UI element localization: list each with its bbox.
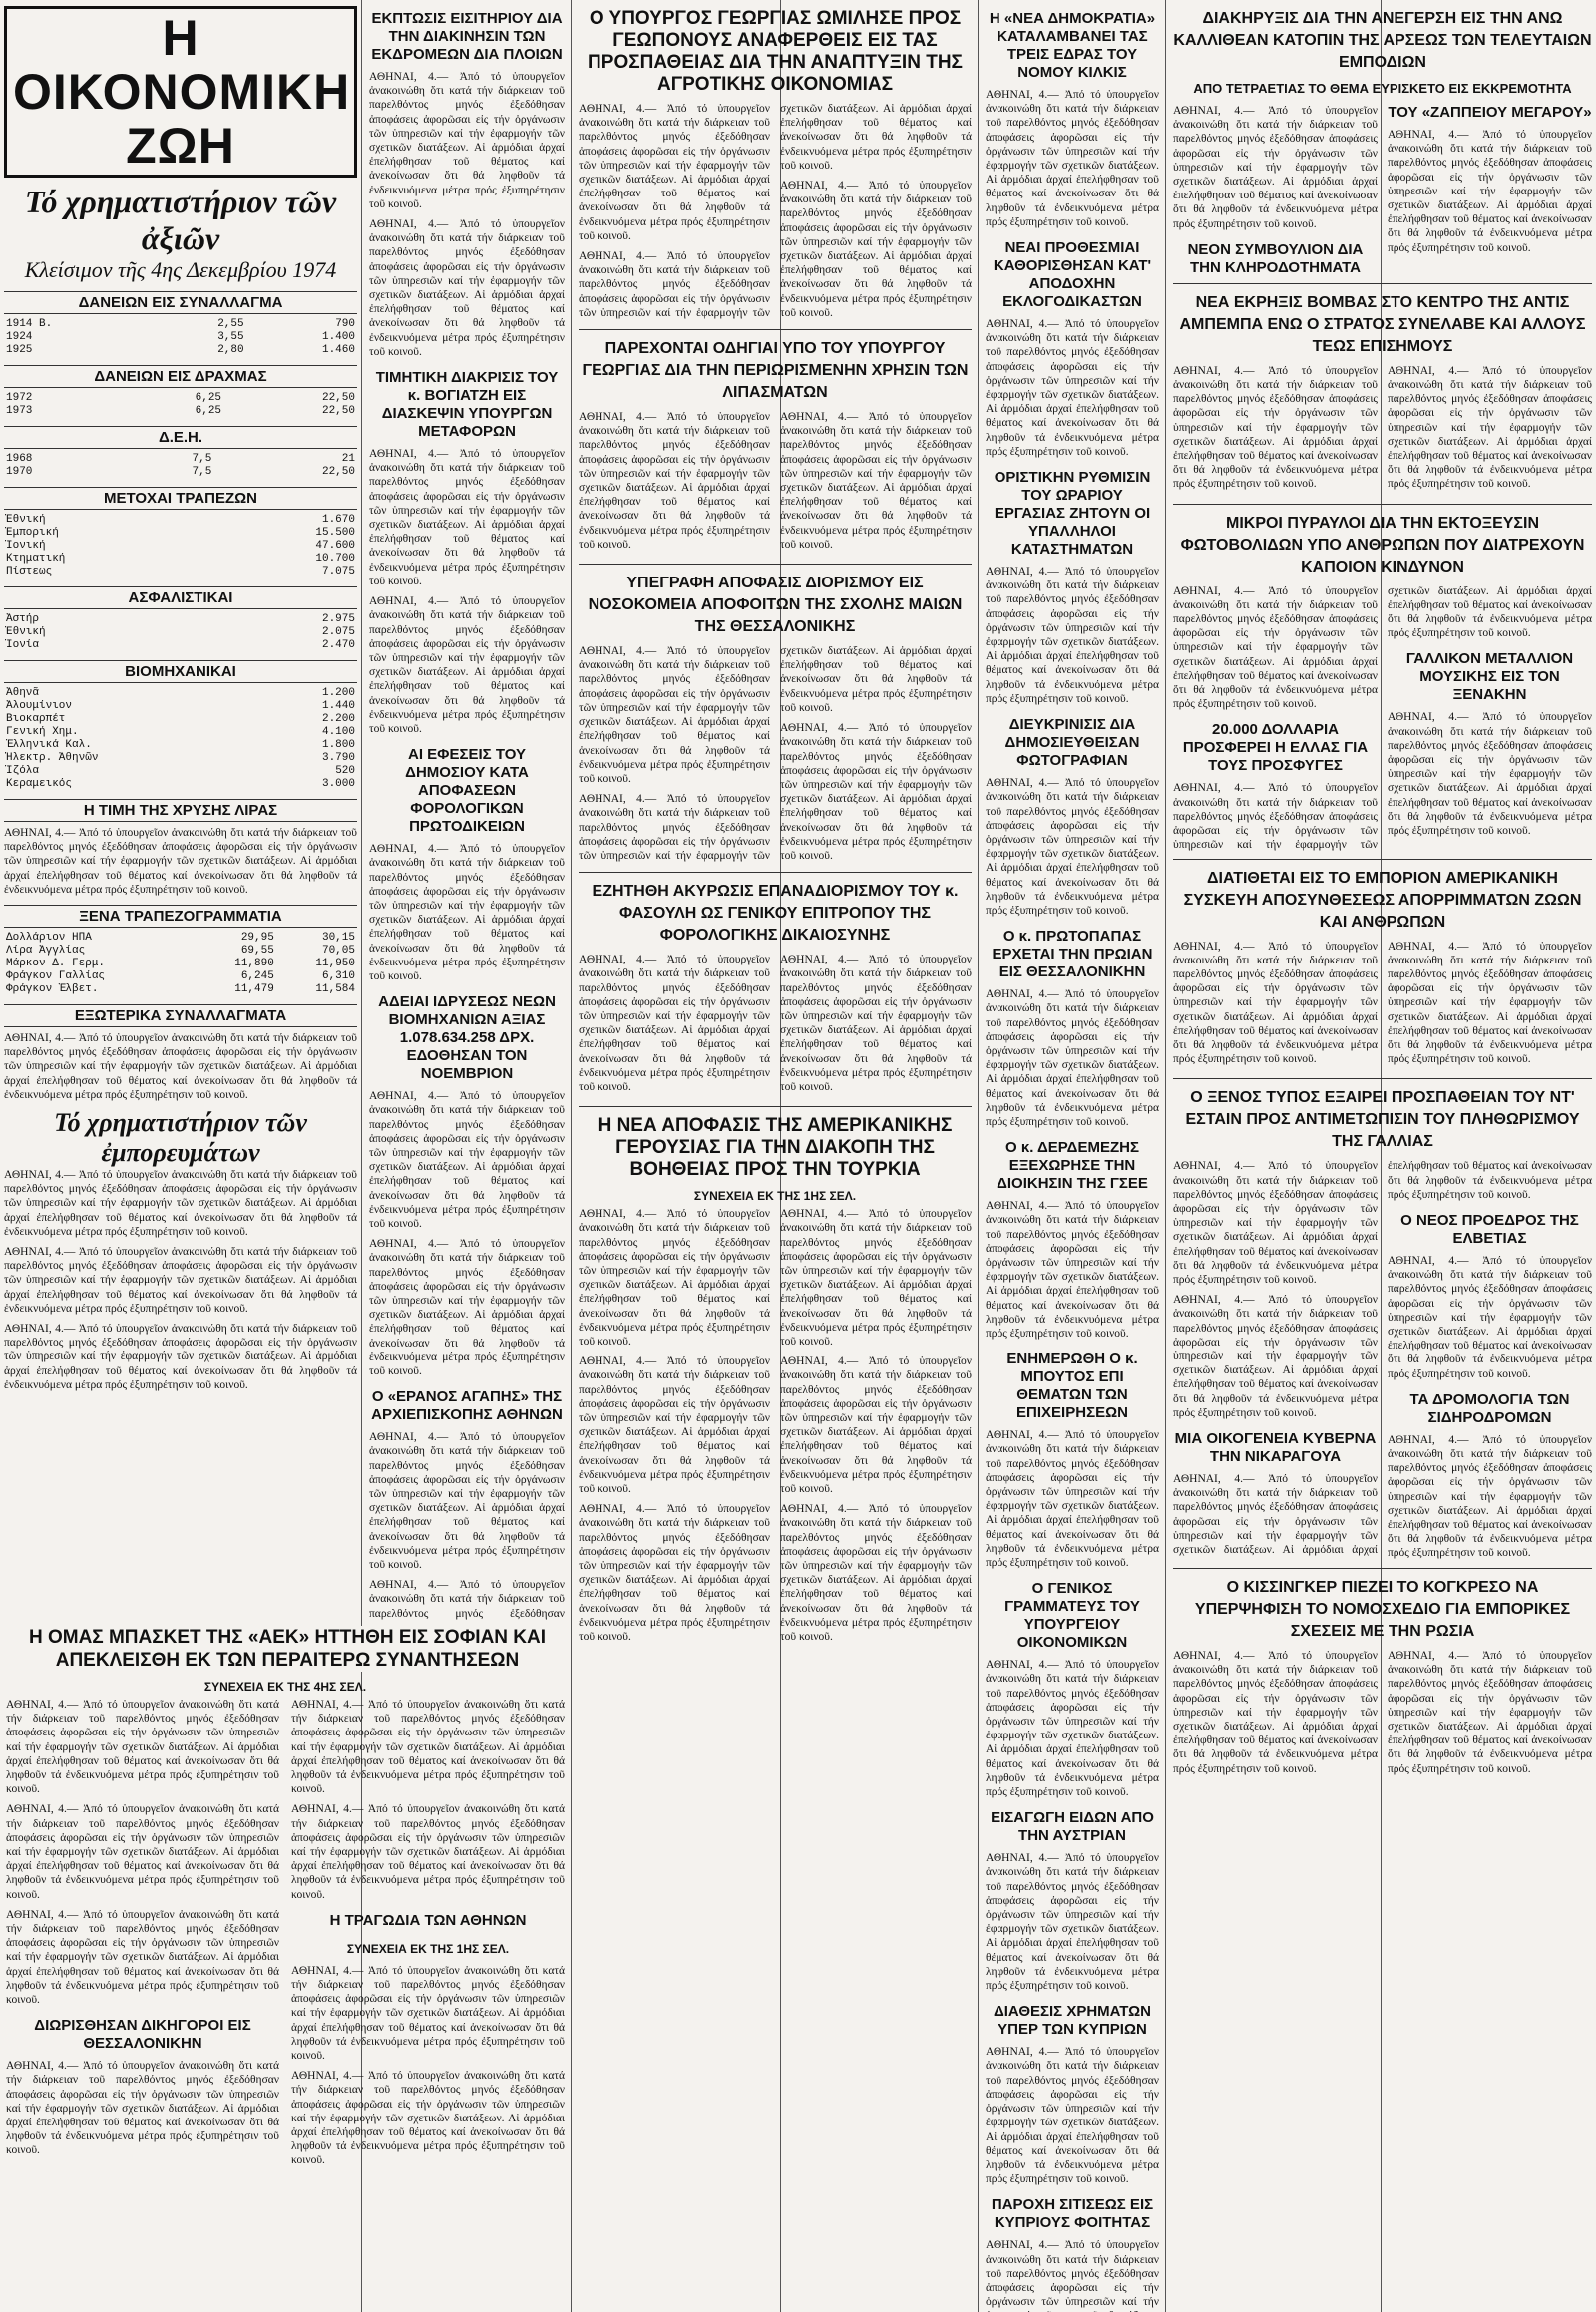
table-cell: 21	[341, 453, 355, 465]
article-text: ΑΘΗΝΑΙ, 4.— Ἀπό τό ὑπουργεῖον ἀνακοινώθη ὅτι κατά τήν διάρκειαν τοῦ παρελθόντος μηνός ἐξεδόθησαν ἀποφάσεις ἀφορῶσαι εἰς τήν ὀργάνωσιν τῶν ὑπηρεσιῶν καί τήν ἐφαρμογήν τῶν σχετικῶν διατάξεων. Αἱ ἀρμόδιαι ἀρχαί ἐπελήφθησαν τοῦ θέματος καί ἀνεκοίνωσαν ὅτι θά ληφθοῦν τά ἐνδεικνυόμενα μέτρα πρός ἐξυπηρέτησιν τοῦ κοινοῦ.	[1388, 1433, 1592, 1560]
article-text: ΑΘΗΝΑΙ, 4.— Ἀπό τό ὑπουργεῖον ἀνακοινώθη ὅτι κατά τήν διάρκειαν τοῦ παρελθόντος μηνός ἐξεδόθησαν ἀποφάσεις ἀφορῶσαι εἰς τήν ὀργάνωσιν τῶν ὑπηρεσιῶν καί τήν ἐφαρμογήν τῶν σχετικῶν διατάξεων. Αἱ ἀρμόδιαι ἀρχαί ἐπελήφθησαν τοῦ θέματος καί ἀνεκοίνωσαν ὅτι θά ληφθοῦν τά ἐνδεικνυόμενα μέτρα πρός ἐξυπηρέτησιν τοῦ κοινοῦ.	[291, 1699, 565, 1796]
table-cell: 11,950	[315, 958, 355, 970]
missile-headline: ΜΙΚΡΟΙ ΠΥΡΑΥΛΟΙ ΔΙΑ ΤΗΝ ΕΚΤΟΞΕΥΣΙΝ ΦΩΤΟΒΟΛΙΔΩΝ ΥΠΟ ΑΝΘΡΩΠΩΝ ΠΟΥ ΔΙΑΤΡΕΧΟΥΝ ΚΑΠΟΙΟΝ ΚΙΝΔΥΝΟΝ	[1180, 514, 1585, 576]
article-text: ΑΘΗΝΑΙ, 4.— Ἀπό τό ὑπουργεῖον ἀνακοινώθη ὅτι κατά τήν διάρκειαν τοῦ παρελθόντος μηνός ἐξεδόθησαν ἀποφάσεις ἀφορῶσαι εἰς τήν ὀργάνωσιν τῶν ὑπηρεσιῶν καί τήν ἐφαρμογήν τῶν σχετικῶν διατάξεων. Αἱ ἀρμόδιαι ἀρχαί ἐπελήφθησαν τοῦ θέματος καί ἀνεκοίνωσαν ὅτι θά ληφθοῦν τά ἐνδεικνυόμενα μέτρα πρός ἐξυπηρέτησιν τοῦ κοινοῦ.	[780, 180, 972, 319]
table-row	[4, 405, 357, 418]
foreign-text: ΑΘΗΝΑΙ, 4.— Ἀπό τό ὑπουργεῖον ἀνακοινώθη ὅτι κατά τήν διάρκειαν τοῦ παρελθόντος μηνός ἐξεδόθησαν ἀποφάσεις ἀφορῶσαι εἰς τήν ὀργάνωσιν τῶν ὑπηρεσιῶν καί τήν ἐφαρμογήν τῶν σχετικῶν διατάξεων. Αἱ ἀρμόδιαι ἀρχαί ἐπελήφθησαν τοῦ θέματος καί ἀνεκοίνωσαν ὅτι θά ληφθοῦν τά ἐνδεικνυόμενα μέτρα πρός ἐξυπηρέτησιν τοῦ κοινοῦ.	[4, 1032, 357, 1101]
table-cell: Πίστεως	[6, 566, 53, 578]
article-text: ΑΘΗΝΑΙ, 4.— Ἀπό τό ὑπουργεῖον ἀνακοινώθη ὅτι κατά τήν διάρκειαν τοῦ παρελθόντος μηνός ἐξεδόθησαν ἀποφάσεις ἀφορῶσαι εἰς τήν ὀργάνωσιν τῶν ὑπηρεσιῶν καί τήν ἐφαρμογήν τῶν σχετικῶν διατάξεων. Αἱ ἀρμόδιαι ἀρχαί ἐπελήφθησαν τοῦ θέματος καί ἀνεκοίνωσαν ὅτι θά ληφθοῦν τά ἐνδεικνυόμενα μέτρα πρός ἐξυπηρέτησιν τοῦ κοινοῦ.	[1173, 584, 1378, 711]
table-cell: Ἐθνική	[6, 514, 46, 526]
table-cell	[251, 739, 261, 752]
table-cell: 2.975	[321, 613, 355, 625]
table-cell	[251, 713, 261, 726]
table-cell: 1.200	[321, 687, 355, 699]
table-row	[4, 566, 357, 578]
article-text: ΑΘΗΝΑΙ, 4.— Ἀπό τό ὑπουργεῖον ἀνακοινώθη ὅτι κατά τήν διάρκειαν τοῦ παρελθόντος μηνός ἐξεδόθησαν ἀποφάσεις ἀφορῶσαι εἰς τήν ὀργάνωσιν τῶν ὑπηρεσιῶν καί τήν ἐφαρμογήν τῶν σχετικῶν διατάξεων. Αἱ ἀρμόδιαι ἀρχαί ἐπελήφθησαν τοῦ θέματος καί ἀνεκοίνωσαν ὅτι θά ληφθοῦν τά ἐνδεικνυόμενα μέτρα πρός ἐξυπηρέτησιν τοῦ κοινοῦ.	[579, 1208, 770, 1348]
table-cell	[251, 778, 261, 791]
swiss-headline: Ο ΝΕΟΣ ΠΡΟΕΔΡΟΣ ΤΗΣ ΕΛΒΕΤΙΑΣ	[1400, 1211, 1579, 1247]
table-row	[4, 344, 357, 357]
table-cell: Ἰονική	[6, 540, 46, 552]
article-text: ΑΘΗΝΑΙ, 4.— Ἀπό τό ὑπουργεῖον ἀνακοινώθη ὅτι κατά τήν διάρκειαν τοῦ παρελθόντος μηνός ἐξεδόθησαν ἀποφάσεις ἀφορῶσαι εἰς τήν ὀργάνωσιν τῶν ὑπηρεσιῶν καί τήν ἐφαρμογήν τῶν σχετικῶν διατάξεων. Αἱ ἀρμόδιαι ἀρχαί ἐπελήφθησαν τοῦ θέματος καί ἀνεκοίνωσαν ὅτι θά ληφθοῦν τά ἐνδεικνυόμενα μέτρα πρός ἐξυπηρέτησιν τοῦ κοινοῦ.	[369, 1090, 565, 1230]
table-cell: 11,479	[234, 983, 274, 996]
table-row	[4, 331, 357, 344]
tax-headline: ΕΖΗΤΗΘΗ ΑΚΥΡΩΣΙΣ ΕΠΑΝΑΔΙΟΡΙΣΜΟΥ ΤΟΥ κ. ΦΑΣΟΥΛΗ ΩΣ ΓΕΝΙΚΟΥ ΕΠΙΤΡΟΠΟΥ ΤΗΣ ΦΟΡΟΛΟΓΙΚΗΣ ΔΙΚΑΙΟΣΥΝΗΣ	[592, 883, 959, 945]
article-text: ΑΘΗΝΑΙ, 4.— Ἀπό τό ὑπουργεῖον ἀνακοινώθη ὅτι κατά τήν διάρκειαν τοῦ παρελθόντος μηνός ἐξεδόθησαν ἀποφάσεις ἀφορῶσαι εἰς τήν ὀργάνωσιν τῶν ὑπηρεσιῶν καί τήν ἐφαρμογήν τῶν σχετικῶν διατάξεων. Αἱ ἀρμόδιαι ἀρχαί ἐπελήφθησαν τοῦ θέματος καί ἀνεκοίνωσαν ὅτι θά ληφθοῦν τά ἐνδεικνυόμενα μέτρα πρός ἐξυπηρέτησιν τοῦ κοινοῦ.	[780, 411, 972, 551]
table-cell: 1.440	[321, 700, 355, 712]
article-text: ΑΘΗΝΑΙ, 4.— Ἀπό τό ὑπουργεῖον ἀνακοινώθη ὅτι κατά τήν διάρκειαν τοῦ παρελθόντος μηνός ἐξεδόθησαν ἀποφάσεις ἀφορῶσαι εἰς τήν ὀργάνωσιν τῶν ὑπηρεσιῶν καί τήν ἐφαρμογήν τῶν σχετικῶν διατάξεων. Αἱ ἀρμόδιαι ἀρχαί ἐπελήφθησαν τοῦ θέματος καί ἀνεκοίνωσαν ὅτι θά ληφθοῦν τά ἐνδεικνυόμενα μέτρα πρός ἐξυπηρέτησιν τοῦ κοινοῦ.	[1173, 364, 1378, 491]
table-cell	[186, 639, 202, 652]
fertilizer-headline: ΠΑΡΕΧΟΝΤΑΙ ΟΔΗΓΙΑΙ ΥΠΟ ΤΟΥ ΥΠΟΥΡΓΟΥ ΓΕΩΡΓΙΑΣ ΔΙΑ ΤΗΝ ΠΕΡΙΩΡΙΣΜΕΝΗΝ ΧΡΗΣΙΝ ΤΩΝ ΛΙΠΑΣΜΑΤΩΝ	[582, 340, 969, 402]
table-cell: Ἰονία	[6, 639, 40, 651]
article-text: ΑΘΗΝΑΙ, 4.— Ἀπό τό ὑπουργεῖον ἀνακοινώθη ὅτι κατά τήν διάρκειαν τοῦ παρελθόντος μηνός ἐξεδόθησαν ἀποφάσεις ἀφορῶσαι εἰς τήν ὀργάνωσιν τῶν ὑπηρεσιῶν καί τήν ἐφαρμογήν τῶν σχετικῶν διατάξεων. Αἱ ἀρμόδιαι ἀρχαί ἐπελήφθησαν τοῦ θέματος καί ἀνεκοίνωσαν ὅτι θά ληφθοῦν τά ἐνδεικνυόμενα μέτρα πρός ἐξυπηρέτησιν τοῦ κοινοῦ.	[1173, 940, 1378, 1066]
table-cell: 6,310	[321, 970, 355, 983]
article-text: ΑΘΗΝΑΙ, 4.— Ἀπό τό ὑπουργεῖον ἀνακοινώθη ὅτι κατά τήν διάρκειαν τοῦ παρελθόντος μηνός ἐξεδόθησαν ἀποφάσεις ἀφορῶσαι εἰς τήν ὀργάνωσιν τῶν ὑπηρεσιῶν καί τήν ἐφαρμογήν τῶν σχετικῶν διατάξεων. Αἱ ἀρμόδιαι ἀρχαί ἐπελήφθησαν τοῦ θέματος καί ἀνεκοίνωσαν ὅτι θά ληφθοῦν τά ἐνδεικνυόμενα μέτρα πρός ἐξυπηρέτησιν τοῦ κοινοῦ.	[986, 1659, 1159, 1799]
table-row	[4, 700, 357, 713]
table-cell: Ἰζόλα	[6, 765, 40, 777]
table-cell	[205, 514, 218, 527]
table-cell: 1968	[6, 453, 33, 465]
column-6-7	[1169, 0, 1596, 2312]
article-text: ΑΘΗΝΑΙ, 4.— Ἀπό τό ὑπουργεῖον ἀνακοινώθη ὅτι κατά τήν διάρκειαν τοῦ παρελθόντος μηνός ἐξεδόθησαν ἀποφάσεις ἀφορῶσαι εἰς τήν ὀργάνωσιν τῶν ὑπηρεσιῶν καί τήν ἐφαρμογήν τῶν σχετικῶν διατάξεων. Αἱ ἀρμόδιαι ἀρχαί ἐπελήφθησαν τοῦ θέματος καί ἀνεκοίνωσαν ὅτι θά ληφθοῦν τά ἐνδεικνυόμενα μέτρα πρός ἐξυπηρέτησιν τοῦ κοινοῦ.	[1388, 940, 1592, 1066]
appeals-headline: ΑΙ ΕΦΕΣΕΙΣ ΤΟΥ ΔΗΜΟΣΙΟΥ ΚΑΤΑ ΑΠΟΦΑΣΕΩΝ ΦΟΡΟΛΟΓΙΚΩΝ ΠΡΩΤΟΔΙΚΕΙΩΝ	[405, 746, 529, 836]
article-text: ΑΘΗΝΑΙ, 4.— Ἀπό τό ὑπουργεῖον ἀνακοινώθη ὅτι κατά τήν διάρκειαν τοῦ παρελθόντος μηνός ἐξεδόθησαν ἀποφάσεις ἀφορῶσαι εἰς τήν ὀργάνωσιν τῶν ὑπηρεσιῶν καί τήν ἐφαρμογήν τῶν σχετικῶν διατάξεων. Αἱ ἀρμόδιαι ἀρχαί ἐπελήφθησαν τοῦ θέματος καί ἀνεκοίνωσαν ὅτι θά ληφθοῦν τά ἐνδεικνυόμενα μέτρα πρός ἐξυπηρέτησιν τοῦ κοινοῦ.	[579, 1503, 770, 1644]
aek-sub: ΣΥΝΕΧΕΙΑ ΕΚ ΤΗΣ 4ΗΣ ΣΕΛ.	[203, 1680, 367, 1694]
table-row	[4, 983, 357, 996]
table-cell: 2.200	[321, 713, 355, 725]
column-2	[365, 0, 569, 1621]
article-text: ΑΘΗΝΑΙ, 4.— Ἀπό τό ὑπουργεῖον ἀνακοινώθη ὅτι κατά τήν διάρκειαν τοῦ παρελθόντος μηνός ἐξεδόθησαν ἀποφάσεις ἀφορῶσαι εἰς τήν ὀργάνωσιν τῶν ὑπηρεσιῶν καί τήν ἐφαρμογήν τῶν σχετικῶν διατάξεων. Αἱ ἀρμόδιαι ἀρχαί ἐπελήφθησαν τοῦ θέματος καί ἀνεκοίνωσαν ὅτι θά ληφθοῦν τά ἐνδεικνυόμενα μέτρα πρός ἐξυπηρέτησιν τοῦ κοινοῦ.	[369, 1238, 565, 1378]
article-text: ΑΘΗΝΑΙ, 4.— Ἀπό τό ὑπουργεῖον ἀνακοινώθη ὅτι κατά τήν διάρκειαν τοῦ παρελθόντος μηνός ἐξεδόθησαν ἀποφάσεις ἀφορῶσαι εἰς τήν ὀργάνωσιν τῶν ὑπηρεσιῶν καί τήν ἐφαρμογήν τῶν σχετικῶν διατάξεων. Αἱ ἀρμόδιαι ἀρχαί ἐπελήφθησαν τοῦ θέματος καί ἀνεκοίνωσαν ὅτι θά ληφθοῦν τά ἐνδεικνυόμενα μέτρα πρός ἐξυπηρέτησιν τοῦ κοινοῦ.	[986, 2046, 1159, 2186]
table-cell	[251, 687, 261, 700]
column-3-4	[575, 0, 976, 2312]
commodity-text: ΑΘΗΝΑΙ, 4.— Ἀπό τό ὑπουργεῖον ἀνακοινώθη ὅτι κατά τήν διάρκειαν τοῦ παρελθόντος μηνός ἐξεδόθησαν ἀποφάσεις ἀφορῶσαι εἰς τήν ὀργάνωσιν τῶν ὑπηρεσιῶν καί τήν ἐφαρμογήν τῶν σχετικῶν διατάξεων. Αἱ ἀρμόδιαι ἀρχαί ἐπελήφθησαν τοῦ θέματος καί ἀνεκοίνωσαν ὅτι θά ληφθοῦν τά ἐνδεικνυόμενα μέτρα πρός ἐξυπηρέτησιν τοῦ κοινοῦ.	[4, 1169, 357, 1238]
table-cell: 1.400	[321, 331, 355, 343]
kissinger-headline: Ο ΚΙΣΣΙΝΓΚΕΡ ΠΙΕΖΕΙ ΤΟ ΚΟΓΚΡΕΣΟ ΝΑ ΥΠΕΡΨΗΦΙΣΗ ΤΟ ΝΟΜΟΣΧΕΔΙΟ ΓΙΑ ΕΜΠΟΡΙΚΕΣ ΣΧΕΣΕΙΣ ΜΕ ΤΗΝ ΡΩΣΙΑ	[1194, 1578, 1571, 1640]
article-text: ΑΘΗΝΑΙ, 4.— Ἀπό τό ὑπουργεῖον ἀνακοινώθη ὅτι κατά τήν διάρκειαν τοῦ παρελθόντος μηνός ἐξεδόθησαν ἀποφάσεις ἀφορῶσαι εἰς τήν ὀργάνωσιν τῶν ὑπηρεσιῶν καί τήν ἐφαρμογήν τῶν σχετικῶν διατάξεων. Αἱ ἀρμόδιαι ἀρχαί ἐπελήφθησαν τοῦ θέματος καί ἀνεκοίνωσαν ὅτι θά ληφθοῦν τά ἐνδεικνυόμενα μέτρα πρός ἐξυπηρέτησιν τοῦ κοινοῦ.	[6, 1699, 279, 1796]
table-cell: Λίρα Ἀγγλίας	[6, 945, 86, 958]
eranos-headline: Ο «ΕΡΑΝΟΣ ΑΓΑΠΗΣ» ΤΗΣ ΑΡΧΙΕΠΙΣΚΟΠΗΣ ΑΘΗΝΩΝ	[371, 1388, 563, 1424]
table-cell: Κτηματική	[6, 553, 66, 565]
article-text: ΑΘΗΝΑΙ, 4.— Ἀπό τό ὑπουργεῖον ἀνακοινώθη ὅτι κατά τήν διάρκειαν τοῦ παρελθόντος μηνός ἐξεδόθησαν ἀποφάσεις ἀφορῶσαι εἰς τήν ὀργάνωσιν τῶν ὑπηρεσιῶν καί τήν ἐφαρμογήν τῶν σχετικῶν διατάξεων. Αἱ ἀρμόδιαι ἀρχαί ἐπελήφθησαν τοῦ θέματος καί ἀνεκοίνωσαν ὅτι θά ληφθοῦν τά ἐνδεικνυόμενα μέτρα πρός ἐξυπηρέτησιν τοῦ κοινοῦ.	[579, 645, 972, 862]
table-cell: 6,245	[240, 970, 274, 983]
article-text: ΑΘΗΝΑΙ, 4.— Ἀπό τό ὑπουργεῖον ἀνακοινώθη ὅτι κατά τήν διάρκειαν τοῦ παρελθόντος μηνός ἐξεδόθησαν ἀποφάσεις ἀφορῶσαι εἰς τήν ὀργάνωσιν τῶν ὑπηρεσιῶν καί τήν ἐφαρμογήν τῶν σχετικῶν διατάξεων. Αἱ ἀρμόδιαι ἀρχαί ἐπελήφθησαν τοῦ θέματος καί ἀνεκοίνωσαν ὅτι θά ληφθοῦν τά ἐνδεικνυόμενα μέτρα πρός ἐξυπηρέτησιν τοῦ κοινοῦ.	[291, 1803, 565, 1901]
table-row	[4, 318, 357, 331]
article-text: ΑΘΗΝΑΙ, 4.— Ἀπό τό ὑπουργεῖον ἀνακοινώθη ὅτι κατά τήν διάρκειαν τοῦ παρελθόντος μηνός ἐξεδόθησαν ἀποφάσεις ἀφορῶσαι εἰς τήν ὀργάνωσιν τῶν ὑπηρεσιῶν καί τήν ἐφαρμογήν τῶν σχετικῶν διατάξεων. Αἱ ἀρμόδιαι ἀρχαί ἐπελήφθησαν τοῦ θέματος καί ἀνεκοίνωσαν ὅτι θά ληφθοῦν τά ἐνδεικνυόμενα μέτρα πρός ἐξυπηρέτησιν τοῦ κοινοῦ.	[1388, 129, 1592, 254]
article-text: ΑΘΗΝΑΙ, 4.— Ἀπό τό ὑπουργεῖον ἀνακοινώθη ὅτι κατά τήν διάρκειαν τοῦ παρελθόντος μηνός ἐξεδόθησαν ἀποφάσεις ἀφορῶσαι εἰς τήν ὀργάνωσιν τῶν ὑπηρεσιῶν καί τήν	[986, 2239, 1159, 2309]
table-row	[4, 453, 357, 466]
table-cell: 7,5	[192, 453, 212, 465]
article-text: ΑΘΗΝΑΙ, 4.— Ἀπό τό ὑπουργεῖον ἀνακοινώθη ὅτι κατά τήν διάρκειαν τοῦ παρελθόντος μηνός ἐξεδόθησαν ἀποφάσεις ἀφορῶσαι εἰς τήν ὀργάνωσιν τῶν ὑπηρεσιῶν καί τήν ἐφαρμογήν τῶν σχετικῶν διατάξεων. Αἱ ἀρμόδιαι ἀρχαί ἐπελήφθησαν τοῦ θέματος καί ἀνεκοίνωσαν ὅτι θά ληφθοῦν τά ἐνδεικνυόμενα μέτρα πρός ἐξυπηρέτησιν τοῦ κοινοῦ.	[579, 103, 770, 242]
table-cell	[251, 752, 261, 765]
table-cell: 2,80	[217, 344, 244, 356]
table-row	[4, 639, 357, 652]
article-text: ΑΘΗΝΑΙ, 4.— Ἀπό τό ὑπουργεῖον ἀνακοινώθη ὅτι κατά τήν διάρκειαν τοῦ παρελθόντος μηνός ἐξεδόθησαν ἀποφάσεις ἀφορῶσαι εἰς τήν ὀργάνωσιν τῶν ὑπηρεσιῶν καί τήν ἐφαρμογήν τῶν σχετικῶν διατάξεων. Αἱ ἀρμόδιαι ἀρχαί ἐπελήφθησαν τοῦ θέματος καί ἀνεκοίνωσαν ὅτι θά ληφθοῦν τά ἐνδεικνυόμενα μέτρα πρός ἐξυπηρέτησιν τοῦ κοινοῦ.	[1388, 1254, 1592, 1380]
students-headline: ΠΑΡΟΧΗ ΣΙΤΙΣΕΩΣ ΕΙΣ ΚΥΠΡΙΟΥΣ ΦΟΙΤΗΤΑΣ	[991, 2196, 1154, 2232]
market-section-title: ΒΙΟΜΗΧΑΝΙΚΑΙ	[4, 660, 357, 683]
article-text: ΑΘΗΝΑΙ, 4.— Ἀπό τό ὑπουργεῖον ἀνακοινώθη ὅτι κατά τήν διάρκειαν τοῦ παρελθόντος μηνός ἐξεδόθησαν ἀποφάσεις ἀφορῶσαι εἰς τήν ὀργάνωσιν τῶν ὑπηρεσιῶν καί τήν ἐφαρμογήν τῶν σχετικῶν διατάξεων. Αἱ ἀρμόδιαι ἀρχαί ἐπελήφθησαν τοῦ θέματος καί ἀνεκοίνωσαν ὅτι θά ληφθοῦν τά ἐνδεικνυόμενα μέτρα πρός ἐξυπηρέτησιν τοῦ κοινοῦ.	[291, 2070, 565, 2167]
article-text: ΑΘΗΝΑΙ, 4.— Ἀπό τό ὑπουργεῖον ἀνακοινώθη ὅτι κατά τήν διάρκειαν τοῦ παρελθόντος μηνός ἐξεδόθησαν ἀποφάσεις ἀφορῶσαι εἰς τήν ὀργάνωσιν τῶν ὑπηρεσιῶν καί τήν ἐφαρμογήν τῶν σχετικῶν διατάξεων. Αἱ ἀρμόδιαι ἀρχαί ἐπελήφθησαν τοῦ θέματος καί ἀνεκοίνωσαν ὅτι θά ληφθοῦν τά ἐνδεικνυόμενα μέτρα πρός ἐξυπηρέτησιν τοῦ κοινοῦ.	[369, 1431, 565, 1572]
nicaragua-headline: ΜΙΑ ΟΙΚΟΓΕΝΕΙΑ ΚΥΒΕΡΝΑ ΤΗΝ ΝΙΚΑΡΑΓΟΥΑ	[1174, 1429, 1377, 1465]
shops-headline: ΟΡΙΣΤΙΚΗΝ ΡΥΘΜΙΣΙΝ ΤΟΥ ΩΡΑΡΙΟΥ ΕΡΓΑΣΙΑΣ ΖΗΤΟΥΝ ΟΙ ΥΠΑΛΛΗΛΟΙ ΚΑΤΑΣΤΗΜΑΤΩΝ	[994, 469, 1151, 559]
table-cell: 11,890	[234, 958, 274, 970]
hospital-headline: ΥΠΕΓΡΑΦΗ ΑΠΟΦΑΣΙΣ ΔΙΟΡΙΣΜΟΥ ΕΙΣ ΝΟΣΟΚΟΜΕΙΑ ΑΠΟΦΟΙΤΩΝ ΤΗΣ ΣΧΟΛΗΣ ΜΑΙΩΝ ΤΗΣ ΘΕΣΣΑΛΟΝΙΚΗΣ	[588, 575, 963, 636]
market-section-title: Δ.Ε.Η.	[4, 426, 357, 449]
article-text: ΑΘΗΝΑΙ, 4.— Ἀπό τό ὑπουργεῖον ἀνακοινώθη ὅτι κατά τήν διάρκειαν τοῦ παρελθόντος μηνός ἐξεδόθησαν ἀποφάσεις ἀφορῶσαι εἰς τήν ὀργάνωσιν τῶν ὑπηρεσιῶν καί τήν ἐφαρμογήν τῶν σχετικῶν διατάξεων. Αἱ ἀρμόδιαι ἀρχαί ἐπελήφθησαν τοῦ θέματος καί ἀνεκοίνωσαν ὅτι θά ληφθοῦν τά ἐνδεικνυόμενα μέτρα πρός ἐξυπηρέτησιν τοῦ κοινοῦ.	[986, 1852, 1159, 1993]
table-cell	[251, 726, 261, 739]
market-title: Τό χρηματιστήριον τῶν ἀξιῶν	[24, 184, 337, 256]
table-cell: Δολλάριον ΗΠΑ	[6, 932, 92, 945]
table-row	[4, 527, 357, 540]
table-cell	[205, 553, 218, 566]
article-text: ΑΘΗΝΑΙ, 4.— Ἀπό τό ὑπουργεῖον ἀνακοινώθη ὅτι κατά τήν διάρκειαν τοῦ παρελθόντος μηνός ἐξεδόθησαν ἀποφάσεις ἀφορῶσαι εἰς τήν ὀργάνωσιν τῶν ὑπηρεσιῶν καί τήν ἐφαρμογήν τῶν σχετικῶν διατάξεων. Αἱ ἀρμόδιαι ἀρχαί ἐπελήφθησαν τοῦ θέματος καί ἀνεκοίνωσαν ὅτι θά ληφθοῦν τά ἐνδεικνυόμενα μέτρα πρός ἐξυπηρέτησιν τοῦ κοινοῦ.	[579, 954, 770, 1093]
table-cell: 22,50	[321, 466, 355, 478]
tragedy-sub: ΣΥΝΕΧΕΙΑ ΕΚ ΤΗΣ 1ΗΣ ΣΕΛ.	[346, 1941, 510, 1956]
commodity-title: Τό χρηματιστήριον τῶν ἐμπορευμάτων	[54, 1108, 307, 1168]
table-cell: 7,5	[192, 466, 212, 478]
table-cell: 1925	[6, 344, 33, 356]
table-cell: 10.700	[315, 553, 355, 565]
table-row	[4, 958, 357, 970]
tender-sub: ΑΠΟ ΤΕΤΡΑΕΤΙΑΣ ΤΟ ΘΕΜΑ ΕΥΡΙΣΚΕΤΟ ΕΙΣ ΕΚΚΡΕΜΟΤΗΤΑ	[1193, 81, 1572, 96]
market-table	[4, 392, 357, 418]
table-cell	[186, 626, 202, 639]
market-section-title: ΔΑΝΕΙΩΝ ΕΙΣ ΣΥΝΑΛΛΑΓΜΑ	[4, 291, 357, 314]
agriculture-headline: Ο ΥΠΟΥΡΓΟΣ ΓΕΩΡΓΙΑΣ ΩΜΙΛΗΣΕ ΠΡΟΣ ΓΕΩΠΟΝΟΥΣ ΑΝΑΦΕΡΘΕΙΣ ΕΙΣ ΤΑΣ ΠΡΟΣΠΑΘΕΙΑΣ ΔΙΑ ΤΗΝ ΑΝΑΠΤΥΞΙΝ ΤΗΣ ΑΓΡΟΤΙΚΗΣ ΟΙΚΟΝΟΜΙΑΣ	[588, 8, 963, 95]
gold-title: Η ΤΙΜΗ ΤΗΣ ΧΡΥΣΗΣ ΛΙΡΑΣ	[4, 799, 357, 822]
table-cell: 22,50	[321, 392, 355, 404]
table-cell: 11,584	[315, 983, 355, 996]
fx-title: ΞΕΝΑ ΤΡΑΠΕΖΟΓΡΑΜΜΑΤΙΑ	[4, 905, 357, 928]
table-cell: Ἀστήρ	[6, 613, 40, 625]
table-row	[4, 932, 357, 945]
table-cell: 6,25	[195, 405, 222, 417]
market-date: Κλείσιμον τῆς 4ης Δεκεμβρίου 1974	[24, 257, 337, 282]
column-rule	[571, 0, 572, 2312]
market-table	[4, 514, 357, 578]
table-row	[4, 726, 357, 739]
table-cell: 1.460	[321, 344, 355, 356]
table-row	[4, 713, 357, 726]
table-cell: Φράγκον Ἑλβετ.	[6, 983, 99, 996]
article-text: ΑΘΗΝΑΙ, 4.— Ἀπό τό ὑπουργεῖον ἀνακοινώθη ὅτι κατά τήν διάρκειαν τοῦ παρελθόντος μηνός ἐξεδόθησαν ἀποφάσεις ἀφορῶσαι εἰς τήν ὀργάνωσιν τῶν ὑπηρεσιῶν καί τήν ἐφαρμογήν τῶν σχετικῶν διατάξεων. Αἱ ἀρμόδιαι ἀρχαί ἐπελήφθησαν τοῦ θέματος καί ἀνεκοίνωσαν ὅτι θά ληφθοῦν τά ἐνδεικνυόμενα μέτρα πρός ἐξυπηρέτησιν τοῦ κοινοῦ.	[780, 1503, 972, 1644]
table-cell	[205, 527, 218, 540]
market-section-title: ΑΣΦΑΛΙΣΤΙΚΑΙ	[4, 586, 357, 609]
table-cell: 47.600	[315, 540, 355, 552]
fx-table	[4, 932, 357, 996]
table-cell: Μάρκον Δ. Γερμ.	[6, 958, 106, 970]
table-cell: Ἠλεκτρ. Ἀθηνῶν	[6, 752, 99, 764]
tender-headline: ΔΙΑΚΗΡΥΞΙΣ ΔΙΑ ΤΗΝ ΑΝΕΓΕΡΣΗ ΕΙΣ ΤΗΝ ΑΝΩ ΚΑΛΛΙΘΕΑΝ ΚΑΤΟΠΙΝ ΤΗΣ ΑΡΣΕΩΣ ΤΩΝ ΤΕΛΕΥΤΑΙΩΝ ΕΜΠΟΔΙΩΝ	[1173, 10, 1592, 71]
article-text: ΑΘΗΝΑΙ, 4.— Ἀπό τό ὑπουργεῖον ἀνακοινώθη ὅτι κατά τήν διάρκειαν τοῦ παρελθόντος μηνός ἐξεδόθησαν ἀποφάσεις ἀφορῶσαι εἰς τήν ὀργάνωσιν τῶν ὑπηρεσιῶν καί τήν ἐφαρμογήν τῶν σχετικῶν διατάξεων. Αἱ ἀρμόδιαι ἀρχαί ἐπελήφθησαν τοῦ θέματος καί ἀνεκοίνωσαν ὅτι θά ληφθοῦν τά ἐνδεικνυόμενα μέτρα πρός ἐξυπηρέτησιν τοῦ κοινοῦ.	[780, 1355, 972, 1496]
tragedy-headline: Η ΤΡΑΓΩΔΙΑ ΤΩΝ ΑΘΗΝΩΝ	[329, 1911, 527, 1929]
table-cell: 3,55	[217, 331, 244, 343]
article-text: ΑΘΗΝΑΙ, 4.— Ἀπό τό ὑπουργεῖον ἀνακοινώθη ὅτι κατά τήν διάρκειαν τοῦ παρελθόντος μηνός ἐξεδόθησαν ἀποφάσεις ἀφορῶσαι εἰς τήν ὀργάνωσιν τῶν ὑπηρεσιῶν καί τήν ἐφαρμογήν τῶν σχετικῶν διατάξεων. Αἱ ἀρμόδιαι ἀρχαί ἐπελήφθησαν τοῦ θέματος καί ἀνεκοίνωσαν ὅτι θά ληφθοῦν τά ἐνδεικνυόμενα μέτρα πρός ἐξυπηρέτησιν τοῦ κοινοῦ.	[1173, 584, 1592, 852]
column-5	[982, 0, 1163, 2312]
table-row	[4, 778, 357, 791]
table-row	[4, 553, 357, 566]
table-cell: Βιοκαρπέτ	[6, 713, 66, 725]
table-cell: Ἀλουμίνιον	[6, 700, 73, 712]
table-cell: 30,15	[321, 932, 355, 945]
table-cell: 69,55	[240, 945, 274, 958]
table-cell: 1924	[6, 331, 33, 343]
foreign-title: ΕΞΩΤΕΡΙΚΑ ΣΥΝΑΛΛΑΓΜΑΤΑ	[4, 1004, 357, 1027]
article-text: ΑΘΗΝΑΙ, 4.— Ἀπό τό ὑπουργεῖον ἀνακοινώθη ὅτι κατά τήν διάρκειαν τοῦ παρελθόντος μηνός ἐξεδόθησαν ἀποφάσεις ἀφορῶσαι εἰς τήν ὀργάνωσιν τῶν ὑπηρεσιῶν καί τήν ἐφαρμογήν τῶν σχετικῶν διατάξεων. Αἱ ἀρμόδιαι ἀρχαί ἐπελήφθησαν τοῦ θέματος καί ἀνεκοίνωσαν ὅτι θά ληφθοῦν τά ἐνδεικνυόμενα μέτρα πρός ἐξυπηρέτησιν τοῦ κοινοῦ.	[579, 645, 770, 785]
zappeion-headline: ΝΕΟΝ ΣΥΜΒΟΥΛΙΟΝ ΔΙΑ ΤΗΝ ΚΛΗΡΟΔΟΤΗΜΑΤΑ ΤΟΥ «ΖΑΠΠΕΙΟΥ ΜΕΓΑΡΟΥ»	[1187, 104, 1592, 276]
table-row	[4, 765, 357, 778]
table-cell: 7.075	[321, 566, 355, 578]
dollars-headline: 20.000 ΔΟΛΛΑΡΙΑ ΠΡΟΣΦΕΡΕΙ Η ΕΛΛΑΣ ΓΙΑ ΤΟΥΣ ΠΡΟΣΦΥΓΕΣ	[1182, 721, 1369, 775]
table-cell: 6,25	[195, 392, 222, 404]
table-cell: 1973	[6, 405, 33, 417]
market-table	[4, 453, 357, 479]
cyprus-headline: ΔΙΑΘΕΣΙΣ ΧΡΗΜΑΤΩΝ ΥΠΕΡ ΤΩΝ ΚΥΠΡΙΩΝ	[993, 2003, 1152, 2039]
article-text: ΑΘΗΝΑΙ, 4.— Ἀπό τό ὑπουργεῖον ἀνακοινώθη ὅτι κατά τήν διάρκειαν τοῦ παρελθόντος μηνός ἐξεδόθησαν ἀποφάσεις ἀφορῶσαι εἰς τήν ὀργάνωσιν τῶν ὑπηρεσιῶν καί τήν ἐφαρμογήν τῶν σχετικῶν διατάξεων. Αἱ ἀρμόδιαι ἀρχαί ἐπελήφθησαν τοῦ θέματος καί ἀνεκοίνωσαν ὅτι θά ληφθοῦν τά ἐνδεικνυόμενα μέτρα πρός ἐξυπηρέτησιν τοῦ κοινοῦ.	[986, 1200, 1159, 1340]
photo-headline: ΔΙΕΥΚΡΙΝΙΣΙΣ ΔΙΑ ΔΗΜΟΣΙΕΥΘΕΙΣΑΝ ΦΩΤΟΓΡΑΦΙΑΝ	[1004, 716, 1140, 770]
aek-headline: Η ΟΜΑΣ ΜΠΑΣΚΕΤ ΤΗΣ «ΑΕΚ» ΗΤΤΗΘΗ ΕΙΣ ΣΟΦΙΑΝ ΚΑΙ ΑΠΕΚΛΕΙΣΘΗ ΕΚ ΤΩΝ ΠΕΡΑΙΤΕΡΩ ΣΥΝΑΝΤΗΣΕΩΝ	[4, 1626, 571, 1672]
table-row	[4, 392, 357, 405]
table-cell: 29,95	[240, 932, 274, 945]
companies-headline: ΑΔΕΙΑΙ ΙΔΡΥΣΕΩΣ ΝΕΩΝ ΒΙΟΜΗΧΑΝΙΩΝ ΑΞΙΑΣ 1.078.634.258 ΔΡΧ. ΕΔΟΘΗΣΑΝ ΤΟΝ ΝΟΕΜΒΡΙΟΝ	[378, 993, 556, 1083]
table-row	[4, 739, 357, 752]
commodity-text: ΑΘΗΝΑΙ, 4.— Ἀπό τό ὑπουργεῖον ἀνακοινώθη ὅτι κατά τήν διάρκειαν τοῦ παρελθόντος μηνός ἐξεδόθησαν ἀποφάσεις ἀφορῶσαι εἰς τήν ὀργάνωσιν τῶν ὑπηρεσιῶν καί τήν ἐφαρμογήν τῶν σχετικῶν διατάξεων. Αἱ ἀρμόδιαι ἀρχαί ἐπελήφθησαν τοῦ θέματος καί ἀνεκοίνωσαν ὅτι θά ληφθοῦν τά ἐνδεικνυόμενα μέτρα πρός ἐξυπηρέτησιν τοῦ κοινοῦ.	[4, 1246, 357, 1315]
article-text: ΑΘΗΝΑΙ, 4.— Ἀπό τό ὑπουργεῖον ἀνακοινώθη ὅτι κατά τήν διάρκειαν τοῦ παρελθόντος μηνός ἐξεδόθησαν ἀποφάσεις ἀφορῶσαι εἰς τήν ὀργάνωσιν τῶν ὑπηρεσιῶν καί τήν ἐφαρμογήν τῶν σχετικῶν διατάξεων. Αἱ ἀρμόδιαι ἀρχαί ἐπελήφθησαν τοῦ θέματος καί ἀνεκοίνωσαν ὅτι θά ληφθοῦν τά ἐνδεικνυόμενα μέτρα πρός ἐξυπηρέτησιν τοῦ κοινοῦ.	[1388, 1649, 1592, 1775]
table-cell: 1.670	[321, 514, 355, 526]
table-cell: 2.075	[321, 626, 355, 638]
market-table	[4, 613, 357, 652]
article-text: ΑΘΗΝΑΙ, 4.— Ἀπό τό ὑπουργεῖον ἀνακοινώθη ὅτι κατά τήν διάρκειαν τοῦ παρελθόντος μηνός ἐξεδόθησαν ἀποφάσεις ἀφορῶσαι εἰς τήν ὀργάνωσιν τῶν ὑπηρεσιῶν καί τήν ἐφαρμογήν τῶν σχετικῶν διατάξεων. Αἱ ἀρμόδιαι ἀρχαί ἐπελήφθησαν τοῦ θέματος καί ἀνεκοίνωσαν ὅτι θά ληφθοῦν τά ἐνδεικνυόμενα μέτρα πρός ἐξυπηρέτησιν τοῦ κοινοῦ.	[6, 1908, 279, 2007]
market-table	[4, 687, 357, 791]
article-text: ΑΘΗΝΑΙ, 4.— Ἀπό τό ὑπουργεῖον ἀνακοινώθη ὅτι κατά τήν διάρκειαν τοῦ παρελθόντος μηνός ἐξεδόθησαν ἀποφάσεις ἀφορῶσαι εἰς τήν ὀργάνωσιν τῶν ὑπηρεσιῶν καί τήν ἐφαρμογήν τῶν σχετικῶν διατάξεων. Αἱ ἀρμόδιαι ἀρχαί ἐπελήφθησαν τοῦ θέματος καί ἀνεκοίνωσαν ὅτι θά ληφθοῦν τά ἐνδεικνυόμενα μέτρα πρός ἐξυπηρέτησιν τοῦ κοινοῦ.	[1388, 711, 1592, 838]
table-row	[4, 626, 357, 639]
commodity-text: ΑΘΗΝΑΙ, 4.— Ἀπό τό ὑπουργεῖον ἀνακοινώθη ὅτι κατά τήν διάρκειαν τοῦ παρελθόντος μηνός ἐξεδόθησαν ἀποφάσεις ἀφορῶσαι εἰς τήν ὀργάνωσιν τῶν ὑπηρεσιῶν καί τήν ἐφαρμογήν τῶν σχετικῶν διατάξεων. Αἱ ἀρμόδιαι ἀρχαί ἐπελήφθησαν τοῦ θέματος καί ἀνεκοίνωσαν ὅτι θά ληφθοῦν τά ἐνδεικνυόμενα μέτρα πρός ἐξυπηρέτησιν τοῦ κοινοῦ.	[4, 1323, 357, 1391]
masthead: Η ΟΙΚΟΝΟΜΙΚΗ ΖΩΗ	[4, 6, 357, 178]
turkey-sub: ΣΥΝΕΧΕΙΑ ΕΚ ΤΗΣ 1ΗΣ ΣΕΛ.	[693, 1189, 857, 1204]
rail-headline: ΤΑ ΔΡΟΜΟΛΟΓΙΑ ΤΩΝ ΣΙΔΗΡΟΔΡΟΜΩΝ	[1409, 1390, 1570, 1426]
article-text: ΑΘΗΝΑΙ, 4.— Ἀπό τό ὑπουργεῖον ἀνακοινώθη ὅτι κατά τήν διάρκειαν τοῦ παρελθόντος μηνός ἐξεδόθησαν	[369, 1579, 565, 1620]
table-cell	[186, 613, 202, 626]
article-text: ΑΘΗΝΑΙ, 4.— Ἀπό τό ὑπουργεῖον ἀνακοινώθη ὅτι κατά τήν διάρκειαν τοῦ παρελθόντος μηνός ἐξεδόθησαν ἀποφάσεις ἀφορῶσαι εἰς τήν ὀργάνωσιν τῶν ὑπηρεσιῶν καί τήν ἐφαρμογήν τῶν σχετικῶν διατάξεων. Αἱ ἀρμόδιαι ἀρχαί ἐπελήφθησαν τοῦ θέματος καί ἀνεκοίνωσαν ὅτι θά ληφθοῦν τά ἐνδεικνυόμενα μέτρα πρός ἐξυπηρέτησιν τοῦ κοινοῦ.	[369, 71, 565, 210]
article-text: ΑΘΗΝΑΙ, 4.— Ἀπό τό ὑπουργεῖον ἀνακοινώθη ὅτι κατά τήν διάρκειαν τοῦ παρελθόντος μηνός ἐξεδόθησαν ἀποφάσεις ἀφορῶσαι εἰς τήν ὀργάνωσιν τῶν ὑπηρεσιῶν καί τήν ἐφαρμογήν τῶν σχετικῶν διατάξεων. Αἱ ἀρμόδιαι ἀρχαί ἐπελήφθησαν τοῦ θέματος καί ἀνεκοίνωσαν ὅτι θά ληφθοῦν τά ἐνδεικνυόμενα μέτρα πρός ἐξυπηρέτησιν τοῦ κοινοῦ.	[986, 566, 1159, 705]
new-deadlines-headline: ΝΕΑΙ ΠΡΟΘΕΣΜΙΑΙ ΚΑΘΟΡΙΣΘΗΣΑΝ ΚΑΤ' ΑΠΟΔΟΧΗΝ ΕΚΛΟΓΟΔΙΚΑΣΤΩΝ	[993, 239, 1152, 311]
article-text: ΑΘΗΝΑΙ, 4.— Ἀπό τό ὑπουργεῖον ἀνακοινώθη ὅτι κατά τήν διάρκειαν τοῦ παρελθόντος μηνός ἐξεδόθησαν ἀποφάσεις ἀφορῶσαι εἰς τήν ὀργάνωσιν τῶν ὑπηρεσιῶν καί τήν ἐφαρμογήν τῶν σχετικῶν διατάξεων. Αἱ ἀρμόδιαι ἀρχαί ἐπελήφθησαν τοῦ θέματος καί ἀνεκοίνωσαν ὅτι θά ληφθοῦν τά ἐνδεικνυόμενα μέτρα πρός ἐξυπηρέτησιν τοῦ κοινοῦ.	[369, 595, 565, 735]
article-text: ΑΘΗΝΑΙ, 4.— Ἀπό τό ὑπουργεῖον ἀνακοινώθη ὅτι κατά τήν διάρκειαν τοῦ παρελθόντος μηνός ἐξεδόθησαν ἀποφάσεις ἀφορῶσαι εἰς τήν ὀργάνωσιν τῶν ὑπηρεσιῶν καί τήν ἐφαρμογήν τῶν σχετικῶν διατάξεων. Αἱ ἀρμόδιαι ἀρχαί ἐπελήφθησαν τοῦ θέματος καί ἀνεκοίνωσαν ὅτι θά ληφθοῦν τά ἐνδεικνυόμενα μέτρα πρός ἐξυπηρέτησιν τοῦ κοινοῦ.	[1173, 1294, 1378, 1419]
article-text: ΑΘΗΝΑΙ, 4.— Ἀπό τό ὑπουργεῖον ἀνακοινώθη ὅτι κατά τήν διάρκειαν τοῦ παρελθόντος μηνός ἐξεδόθησαν ἀποφάσεις ἀφορῶσαι εἰς τήν ὀργάνωσιν τῶν ὑπηρεσιῶν καί τήν ἐφαρμογήν τῶν σχετικῶν διατάξεων. Αἱ ἀρμόδιαι ἀρχαί ἐπελήφθησαν τοῦ θέματος καί ἀνεκοίνωσαν ὅτι θά ληφθοῦν τά ἐνδεικνυόμενα μέτρα πρός ἐξυπηρέτησιν τοῦ κοινοῦ.	[579, 103, 972, 319]
table-cell: Ἐθνική	[6, 626, 46, 638]
table-cell: 15.500	[315, 527, 355, 539]
article-text: ΑΘΗΝΑΙ, 4.— Ἀπό τό ὑπουργεῖον ἀνακοινώθη ὅτι κατά τήν διάρκειαν τοῦ παρελθόντος μηνός ἐξεδόθησαν ἀποφάσεις ἀφορῶσαι εἰς τήν ὀργάνωσιν τῶν ὑπηρεσιῶν καί τήν ἐφαρμογήν τῶν σχετικῶν διατάξεων. Αἱ ἀρμόδιαι ἀρχαί ἐπελήφθησαν τοῦ θέματος καί ἀνεκοίνωσαν ὅτι θά ληφθοῦν τά ἐνδεικνυόμενα μέτρα πρός ἐξυπηρέτησιν τοῦ κοινοῦ.	[1173, 1160, 1592, 1556]
article-text: ΑΘΗΝΑΙ, 4.— Ἀπό τό ὑπουργεῖον ἀνακοινώθη ὅτι κατά τήν διάρκειαν τοῦ παρελθόντος μηνός ἐξεδόθησαν ἀποφάσεις ἀφορῶσαι εἰς τήν ὀργάνωσιν τῶν ὑπηρεσιῶν καί τήν ἐφαρμογήν τῶν σχετικῶν διατάξεων. Αἱ ἀρμόδιαι ἀρχαί ἐπελήφθησαν τοῦ θέματος καί ἀνεκοίνωσαν ὅτι θά ληφθοῦν τά ἐνδεικνυόμενα μέτρα πρός ἐξυπηρέτησιν τοῦ κοινοῦ.	[6, 1803, 279, 1901]
aek-article	[6, 1676, 565, 2294]
table-row	[4, 687, 357, 700]
table-cell: 22,50	[321, 405, 355, 417]
medal-headline: ΓΑΛΛΙΚΟΝ ΜΕΤΑΛΛΙΟΝ ΜΟΥΣΙΚΗΣ ΕΙΣ ΤΟΝ ΞΕΝΑΚΗΝ	[1405, 650, 1574, 704]
table-cell	[251, 765, 261, 778]
bomb-headline: ΝΕΑ ΕΚΡΗΞΙΣ ΒΟΜΒΑΣ ΣΤΟ ΚΕΝΤΡΟ ΤΗΣ ΑΝΤΙΣ ΑΜΠΕΜΠΑ ΕΝΩ Ο ΣΤΡΑΤΟΣ ΣΥΝΕΛΑΒΕ ΚΑΙ ΑΛΛΟΥΣ ΤΕΩΣ ΕΠΙΣΗΜΟΥΣ	[1179, 293, 1586, 355]
article-text: ΑΘΗΝΑΙ, 4.— Ἀπό τό ὑπουργεῖον ἀνακοινώθη ὅτι κατά τήν διάρκειαν τοῦ παρελθόντος μηνός ἐξεδόθησαν ἀποφάσεις ἀφορῶσαι εἰς τήν ὀργάνωσιν τῶν ὑπηρεσιῶν καί τήν ἐφαρμογήν τῶν σχετικῶν διατάξεων. Αἱ ἀρμόδιαι ἀρχαί ἐπελήφθησαν τοῦ θέματος καί ἀνεκοίνωσαν ὅτι θά ληφθοῦν τά ἐνδεικνυόμενα μέτρα πρός ἐξυπηρέτησιν τοῦ κοινοῦ.	[369, 448, 565, 587]
table-cell: Ἑλληνικά Καλ.	[6, 739, 92, 751]
mpoutos-headline: ΕΝΗΜΕΡΩΘΗ Ο κ. ΜΠΟΥΤΟΣ ΕΠΙ ΘΕΜΑΤΩΝ ΤΩΝ ΕΠΙΧΕΙΡΗΣΕΩΝ	[1006, 1350, 1138, 1422]
article-text: ΑΘΗΝΑΙ, 4.— Ἀπό τό ὑπουργεῖον ἀνακοινώθη ὅτι κατά τήν διάρκειαν τοῦ παρελθόντος μηνός ἐξεδόθησαν ἀποφάσεις ἀφορῶσαι εἰς τήν ὀργάνωσιν τῶν ὑπηρεσιῶν καί τήν ἐφαρμογήν τῶν σχετικῶν διατάξεων. Αἱ ἀρμόδιαι ἀρχαί ἐπελήφθησαν τοῦ θέματος καί ἀνεκοίνωσαν ὅτι θά ληφθοῦν τά ἐνδεικνυόμενα μέτρα πρός ἐξυπηρέτησιν τοῦ κοινοῦ.	[986, 318, 1159, 458]
article-text: ΑΘΗΝΑΙ, 4.— Ἀπό τό ὑπουργεῖον ἀνακοινώθη ὅτι κατά τήν διάρκειαν τοῦ παρελθόντος μηνός ἐξεδόθησαν ἀποφάσεις ἀφορῶσαι εἰς τήν ὀργάνωσιν τῶν ὑπηρεσιῶν καί τήν ἐφαρμογήν τῶν σχετικῶν διατάξεων. Αἱ ἀρμόδιαι ἀρχαί ἐπελήφθησαν τοῦ θέματος καί ἀνεκοίνωσαν ὅτι θά ληφθοῦν τά ἐνδεικνυόμενα μέτρα πρός ἐξυπηρέτησιν τοῦ κοινοῦ.	[986, 777, 1159, 917]
table-cell	[205, 540, 218, 553]
turkey-headline: Η ΝΕΑ ΑΠΟΦΑΣΙΣ ΤΗΣ ΑΜΕΡΙΚΑΝΙΚΗΣ ΓΕΡΟΥΣΙΑΣ ΓΙΑ ΤΗΝ ΔΙΑΚΟΠΗ ΤΗΣ ΒΟΗΘΕΙΑΣ ΠΡΟΣ ΤΗΝ ΤΟΥΡΚΙΑ	[598, 1115, 953, 1181]
table-cell: Κεραμεικός	[6, 778, 73, 790]
table-cell: 3.790	[321, 752, 355, 764]
table-row	[4, 970, 357, 983]
device-headline: ΔΙΑΤΙΘΕΤΑΙ ΕΙΣ ΤΟ ΕΜΠΟΡΙΟΝ ΑΜΕΡΙΚΑΝΙΚΗ ΣΥΣΚΕΥΗ ΑΠΟΣΥΝΘΕΣΕΩΣ ΑΠΟΡΡΙΜΜΑΤΩΝ ΖΩΩΝ ΚΑΙ ΑΝΘΡΩΠΩΝ	[1183, 869, 1582, 931]
table-row	[4, 514, 357, 527]
table-cell: 1972	[6, 392, 33, 404]
table-cell: 2.470	[321, 639, 355, 651]
column-rule	[1165, 0, 1166, 2312]
lawyers-headline: ΔΙΩΡΙΣΘΗΣΑΝ ΔΙΚΗΓΟΡΟΙ ΕΙΣ ΘΕΣΣΑΛΟΝΙΚΗΝ	[34, 2017, 251, 2053]
table-cell	[251, 700, 261, 713]
article-text: ΑΘΗΝΑΙ, 4.— Ἀπό τό ὑπουργεῖον ἀνακοινώθη ὅτι κατά τήν διάρκειαν τοῦ παρελθόντος μηνός ἐξεδόθησαν ἀποφάσεις ἀφορῶσαι εἰς τήν ὀργάνωσιν τῶν ὑπηρεσιῶν καί τήν ἐφαρμογήν τῶν σχετικῶν διατάξεων. Αἱ ἀρμόδιαι ἀρχαί ἐπελήφθησαν τοῦ θέματος καί ἀνεκοίνωσαν ὅτι θά ληφθοῦν τά ἐνδεικνυόμενα μέτρα πρός ἐξυπηρέτησιν τοῦ κοινοῦ.	[1173, 105, 1378, 230]
table-cell: 1970	[6, 466, 33, 478]
table-row	[4, 466, 357, 479]
table-cell: 1.800	[321, 739, 355, 751]
article-text: ΑΘΗΝΑΙ, 4.— Ἀπό τό ὑπουργεῖον ἀνακοινώθη ὅτι κατά τήν διάρκειαν τοῦ παρελθόντος μηνός ἐξεδόθησαν ἀποφάσεις ἀφορῶσαι εἰς τήν ὀργάνωσιν τῶν ὑπηρεσιῶν καί τήν ἐφαρμογήν τῶν σχετικῶν διατάξεων. Αἱ ἀρμόδιαι ἀρχαί ἐπελήφθησαν τοῦ θέματος καί ἀνεκοίνωσαν ὅτι θά ληφθοῦν τά ἐνδεικνυόμενα μέτρα πρός ἐξυπηρέτησιν τοῦ κοινοῦ.	[780, 722, 972, 862]
table-cell: Ἐμπορική	[6, 527, 59, 539]
column-rule	[978, 0, 979, 2312]
article-text: ΑΘΗΝΑΙ, 4.— Ἀπό τό ὑπουργεῖον ἀνακοινώθη ὅτι κατά τήν διάρκειαν τοῦ παρελθόντος μηνός ἐξεδόθησαν ἀποφάσεις ἀφορῶσαι εἰς τήν ὀργάνωσιν τῶν ὑπηρεσιῶν καί τήν ἐφαρμογήν τῶν σχετικῶν διατάξεων. Αἱ ἀρμόδιαι ἀρχαί ἐπελήφθησαν τοῦ θέματος καί ἀνεκοίνωσαν ὅτι θά ληφθοῦν τά ἐνδεικνυόμενα μέτρα πρός ἐξυπηρέτησιν τοῦ κοινοῦ.	[1173, 1649, 1378, 1775]
table-cell: 520	[335, 765, 355, 777]
table-row	[4, 613, 357, 626]
destaing-headline: Ο ΞΕΝΟΣ ΤΥΠΟΣ ΕΞΑΙΡΕΙ ΠΡΟΣΠΑΘΕΙΑΝ ΤΟΥ ΝΤ' ΕΣΤΑΙΝ ΠΡΟΣ ΑΝΤΙΜΕΤΩΠΙΣΙΝ ΤΟΥ ΠΛΗΘΩΡΙΣΜΟΥ ΤΗΣ ΓΑΛΛΙΑΣ	[1185, 1089, 1580, 1151]
market-table	[4, 318, 357, 357]
table-cell: 4.100	[321, 726, 355, 738]
gold-text: ΑΘΗΝΑΙ, 4.— Ἀπό τό ὑπουργεῖον ἀνακοινώθη ὅτι κατά τήν διάρκειαν τοῦ παρελθόντος μηνός ἐξεδόθησαν ἀποφάσεις ἀφορῶσαι εἰς τήν ὀργάνωσιν τῶν ὑπηρεσιῶν καί τήν ἐφαρμογήν τῶν σχετικῶν διατάξεων. Αἱ ἀρμόδιαι ἀρχαί ἐπελήφθησαν τοῦ θέματος καί ἀνεκοίνωσαν ὅτι θά ληφθοῦν τά ἐνδεικνυόμενα μέτρα πρός ἐξυπηρέτησιν τοῦ κοινοῦ.	[4, 827, 357, 896]
article-text: ΑΘΗΝΑΙ, 4.— Ἀπό τό ὑπουργεῖον ἀνακοινώθη ὅτι κατά τήν διάρκειαν τοῦ παρελθόντος μηνός ἐξεδόθησαν ἀποφάσεις ἀφορῶσαι εἰς τήν ὀργάνωσιν τῶν ὑπηρεσιῶν καί τήν ἐφαρμογήν τῶν σχετικῶν διατάξεων. Αἱ ἀρμόδιαι ἀρχαί ἐπελήφθησαν τοῦ θέματος καί ἀνεκοίνωσαν ὅτι θά ληφθοῦν τά ἐνδεικνυόμενα μέτρα πρός ἐξυπηρέτησιν τοῦ κοινοῦ.	[1173, 1160, 1378, 1286]
table-cell	[205, 566, 218, 578]
article-text: ΑΘΗΝΑΙ, 4.— Ἀπό τό ὑπουργεῖον ἀνακοινώθη ὅτι κατά τήν διάρκειαν τοῦ παρελθόντος μηνός ἐξεδόθησαν ἀποφάσεις ἀφορῶσαι εἰς τήν ὀργάνωσιν τῶν ὑπηρεσιῶν καί τήν ἐφαρμογήν τῶν σχετικῶν διατάξεων. Αἱ ἀρμόδιαι ἀρχαί ἐπελήφθησαν τοῦ θέματος καί ἀνεκοίνωσαν ὅτι θά ληφθοῦν τά ἐνδεικνυόμενα μέτρα πρός ἐξυπηρέτησιν τοῦ κοινοῦ.	[986, 988, 1159, 1128]
article-text: ΑΘΗΝΑΙ, 4.— Ἀπό τό ὑπουργεῖον ἀνακοινώθη ὅτι κατά τήν διάρκειαν τοῦ παρελθόντος μηνός ἐξεδόθησαν ἀποφάσεις ἀφορῶσαι εἰς τήν ὀργάνωσιν τῶν ὑπηρεσιῶν καί τήν ἐφαρμογήν τῶν σχετικῶν διατάξεων. Αἱ ἀρμόδιαι ἀρχαί ἐπελήφθησαν τοῦ θέματος καί ἀνεκοίνωσαν ὅτι θά ληφθοῦν τά ἐνδεικνυόμενα μέτρα πρός ἐξυπηρέτησιν τοῦ κοινοῦ.	[780, 1208, 972, 1348]
table-cell: 1914 Β.	[6, 318, 53, 330]
import-headline: ΕΙΣΑΓΩΓΗ ΕΙΔΩΝ ΑΠΟ ΤΗΝ ΑΥΣΤΡΙΑΝ	[991, 1809, 1154, 1845]
article-text: ΑΘΗΝΑΙ, 4.— Ἀπό τό ὑπουργεῖον ἀνακοινώθη ὅτι κατά τήν διάρκειαν τοῦ παρελθόντος μηνός ἐξεδόθησαν ἀποφάσεις ἀφορῶσαι εἰς τήν ὀργάνωσιν τῶν ὑπηρεσιῶν καί τήν ἐφαρμογήν τῶν σχετικῶν διατάξεων. Αἱ ἀρμόδιαι ἀρχαί ἐπελήφθησαν τοῦ θέματος καί ἀνεκοίνωσαν ὅτι θά ληφθοῦν τά ἐνδεικνυόμενα μέτρα πρός ἐξυπηρέτησιν τοῦ κοινοῦ.	[986, 89, 1159, 228]
table-cell: 70,05	[321, 945, 355, 958]
article-text: ΑΘΗΝΑΙ, 4.— Ἀπό τό ὑπουργεῖον ἀνακοινώθη ὅτι κατά τήν διάρκειαν τοῦ παρελθόντος μηνός ἐξεδόθησαν ἀποφάσεις ἀφορῶσαι εἰς τήν ὀργάνωσιν τῶν ὑπηρεσιῶν καί τήν ἐφαρμογήν τῶν σχετικῶν διατάξεων. Αἱ ἀρμόδιαι ἀρχαί ἐπελήφθησαν τοῦ θέματος καί ἀνεκοίνωσαν ὅτι θά ληφθοῦν τά ἐνδεικνυόμενα μέτρα πρός ἐξυπηρέτησιν τοῦ κοινοῦ.	[579, 1355, 770, 1496]
article-text: ΑΘΗΝΑΙ, 4.— Ἀπό τό ὑπουργεῖον ἀνακοινώθη ὅτι κατά τήν διάρκειαν τοῦ παρελθόντος μηνός ἐξεδόθησαν ἀποφάσεις ἀφορῶσαι εἰς τήν ὀργάνωσιν τῶν ὑπηρεσιῶν καί τήν ἐφαρμογήν τῶν σχετικῶν διατάξεων. Αἱ ἀρμόδιαι ἀρχαί ἐπελήφθησαν τοῦ θέματος καί ἀνεκοίνωσαν ὅτι θά ληφθοῦν τά ἐνδεικνυόμενα μέτρα πρός ἐξυπηρέτησιν τοῦ κοινοῦ.	[6, 2060, 279, 2157]
article-text: ΑΘΗΝΑΙ, 4.— Ἀπό τό ὑπουργεῖον ἀνακοινώθη ὅτι κατά τήν διάρκειαν τοῦ παρελθόντος μηνός ἐξεδόθησαν ἀποφάσεις ἀφορῶσαι εἰς τήν ὀργάνωσιν τῶν ὑπηρεσιῶν καί τήν ἐφαρμογήν τῶν σχετικῶν διατάξεων. Αἱ ἀρμόδιαι ἀρχαί ἐπελήφθησαν τοῦ θέματος καί ἀνεκοίνωσαν ὅτι θά ληφθοῦν τά ἐνδεικνυόμενα μέτρα πρός ἐξυπηρέτησιν τοῦ κοινοῦ.	[369, 843, 565, 982]
article-text: ΑΘΗΝΑΙ, 4.— Ἀπό τό ὑπουργεῖον ἀνακοινώθη ὅτι κατά τήν διάρκειαν τοῦ παρελθόντος μηνός ἐξεδόθησαν ἀποφάσεις ἀφορῶσαι εἰς τήν ὀργάνωσιν τῶν ὑπηρεσιῶν καί τήν ἐφαρμογήν τῶν σχετικῶν διατάξεων. Αἱ ἀρμόδιαι ἀρχαί ἐπελήφθησαν τοῦ θέματος καί ἀνεκοίνωσαν ὅτι θά ληφθοῦν τά ἐνδεικνυόμενα μέτρα πρός ἐξυπηρέτησιν τοῦ κοινοῦ.	[780, 954, 972, 1093]
table-row	[4, 540, 357, 553]
tickets-headline: ΕΚΠΤΩΣΙΣ ΕΙΣΙΤΗΡΙΟΥ ΔΙΑ ΤΗΝ ΔΙΑΚΙΝΗΣΙΝ ΤΩΝ ΕΚΔΡΟΜΕΩΝ ΔΙΑ ΠΛΟΙΩΝ	[371, 10, 563, 63]
table-row	[4, 945, 357, 958]
table-cell: 2,55	[217, 318, 244, 330]
table-row	[4, 752, 357, 765]
article-text: ΑΘΗΝΑΙ, 4.— Ἀπό τό ὑπουργεῖον ἀνακοινώθη ὅτι κατά τήν διάρκειαν τοῦ παρελθόντος μηνός ἐξεδόθησαν ἀποφάσεις ἀφορῶσαι εἰς τήν ὀργάνωσιν τῶν ὑπηρεσιῶν καί τήν ἐφαρμογήν τῶν σχετικῶν διατάξεων. Αἱ ἀρμόδιαι ἀρχαί ἐπελήφθησαν τοῦ θέματος καί ἀνεκοίνωσαν ὅτι θά ληφθοῦν τά ἐνδεικνυόμενα μέτρα πρός ἐξυπηρέτησιν τοῦ κοινοῦ.	[579, 411, 770, 551]
gensec-headline: Ο ΓΕΝΙΚΟΣ ΓΡΑΜΜΑΤΕΥΣ ΤΟΥ ΥΠΟΥΡΓΕΙΟΥ ΟΙΚΟΝΟΜΙΚΩΝ	[1004, 1580, 1140, 1652]
market-section-title: ΔΑΝΕΙΩΝ ΕΙΣ ΔΡΑΧΜΑΣ	[4, 365, 357, 388]
nd-headline: Η «ΝΕΑ ΔΗΜΟΚΡΑΤΙΑ» ΚΑΤΑΛΑΜΒΑΝΕΙ ΤΑΣ ΤΡΕΙΣ ΕΔΡΑΣ ΤΟΥ ΝΟΜΟΥ ΚΙΛΚΙΣ	[989, 10, 1156, 81]
market-section-title: ΜΕΤΟΧΑΙ ΤΡΑΠΕΖΩΝ	[4, 487, 357, 510]
table-cell: 3.000	[321, 778, 355, 790]
table-cell: Γενική Χημ.	[6, 726, 79, 738]
table-cell: 790	[335, 318, 355, 330]
gsee-headline: Ο κ. ΔΕΡΔΕΜΕΖΗΣ ΕΞΕΧΩΡΗΣΕ ΤΗΝ ΔΙΟΙΚΗΣΙΝ ΤΗΣ ΓΣΕΕ	[997, 1139, 1148, 1193]
article-text: ΑΘΗΝΑΙ, 4.— Ἀπό τό ὑπουργεῖον ἀνακοινώθη ὅτι κατά τήν διάρκειαν τοῦ παρελθόντος μηνός ἐξεδόθησαν ἀποφάσεις ἀφορῶσαι εἰς τήν ὀργάνωσιν τῶν ὑπηρεσιῶν καί τήν ἐφαρμογήν τῶν σχετικῶν διατάξεων. Αἱ ἀρμόδιαι ἀρχαί ἐπελήφθησαν τοῦ θέματος καί ἀνεκοίνωσαν ὅτι θά ληφθοῦν τά ἐνδεικνυόμενα μέτρα πρός ἐξυπηρέτησιν τοῦ κοινοῦ.	[1388, 364, 1592, 491]
article-text: ΑΘΗΝΑΙ, 4.— Ἀπό τό ὑπουργεῖον ἀνακοινώθη ὅτι κατά τήν διάρκειαν τοῦ παρελθόντος μηνός ἐξεδόθησαν ἀποφάσεις ἀφορῶσαι εἰς τήν ὀργάνωσιν τῶν ὑπηρεσιῶν καί τήν ἐφαρμογήν τῶν σχετικῶν διατάξεων. Αἱ ἀρμόδιαι ἀρχαί ἐπελήφθησαν τοῦ θέματος καί ἀνεκοίνωσαν ὅτι θά ληφθοῦν τά ἐνδεικνυόμενα μέτρα πρός ἐξυπηρέτησιν τοῦ κοινοῦ.	[291, 1964, 565, 2063]
article-text: ΑΘΗΝΑΙ, 4.— Ἀπό τό ὑπουργεῖον ἀνακοινώθη ὅτι κατά τήν διάρκειαν τοῦ παρελθόντος μηνός ἐξεδόθησαν ἀποφάσεις ἀφορῶσαι εἰς τήν ὀργάνωσιν τῶν ὑπηρεσιῶν καί τήν ἐφαρμογήν τῶν σχετικῶν διατάξεων. Αἱ ἀρμόδιαι ἀρχαί ἐπελήφθησαν τοῦ θέματος καί ἀνεκοίνωσαν ὅτι θά ληφθοῦν τά ἐνδεικνυόμενα μέτρα πρός ἐξυπηρέτησιν τοῦ κοινοῦ.	[986, 1429, 1159, 1570]
award-headline: ΤΙΜΗΤΙΚΗ ΔΙΑΚΡΙΣΙΣ ΤΟΥ κ. ΒΟΓΙΑΤΖΗ ΕΙΣ ΔΙΑΣΚΕΨΙΝ ΥΠΟΥΡΓΩΝ ΜΕΤΑΦΟΡΩΝ	[375, 369, 559, 441]
protopapas-headline: Ο κ. ΠΡΩΤΟΠΑΠΑΣ ΕΡΧΕΤΑΙ ΤΗΝ ΠΡΩΙΑΝ ΕΙΣ ΘΕΣΣΑΛΟΝΙΚΗΝ	[992, 928, 1153, 981]
table-cell: Ἀθηνᾶ	[6, 687, 40, 699]
article-text: ΑΘΗΝΑΙ, 4.— Ἀπό τό ὑπουργεῖον ἀνακοινώθη ὅτι κατά τήν διάρκειαν τοῦ παρελθόντος μηνός ἐξεδόθησαν ἀποφάσεις ἀφορῶσαι εἰς τήν ὀργάνωσιν τῶν ὑπηρεσιῶν καί τήν ἐφαρμογήν τῶν σχετικῶν διατάξεων. Αἱ ἀρμόδιαι ἀρχαί ἐπελήφθησαν τοῦ θέματος καί ἀνεκοίνωσαν ὅτι θά ληφθοῦν τά ἐνδεικνυόμενα μέτρα πρός ἐξυπηρέτησιν τοῦ κοινοῦ.	[369, 218, 565, 358]
table-cell: Φράγκον Γαλλίας	[6, 970, 106, 983]
market-sections	[4, 291, 357, 791]
